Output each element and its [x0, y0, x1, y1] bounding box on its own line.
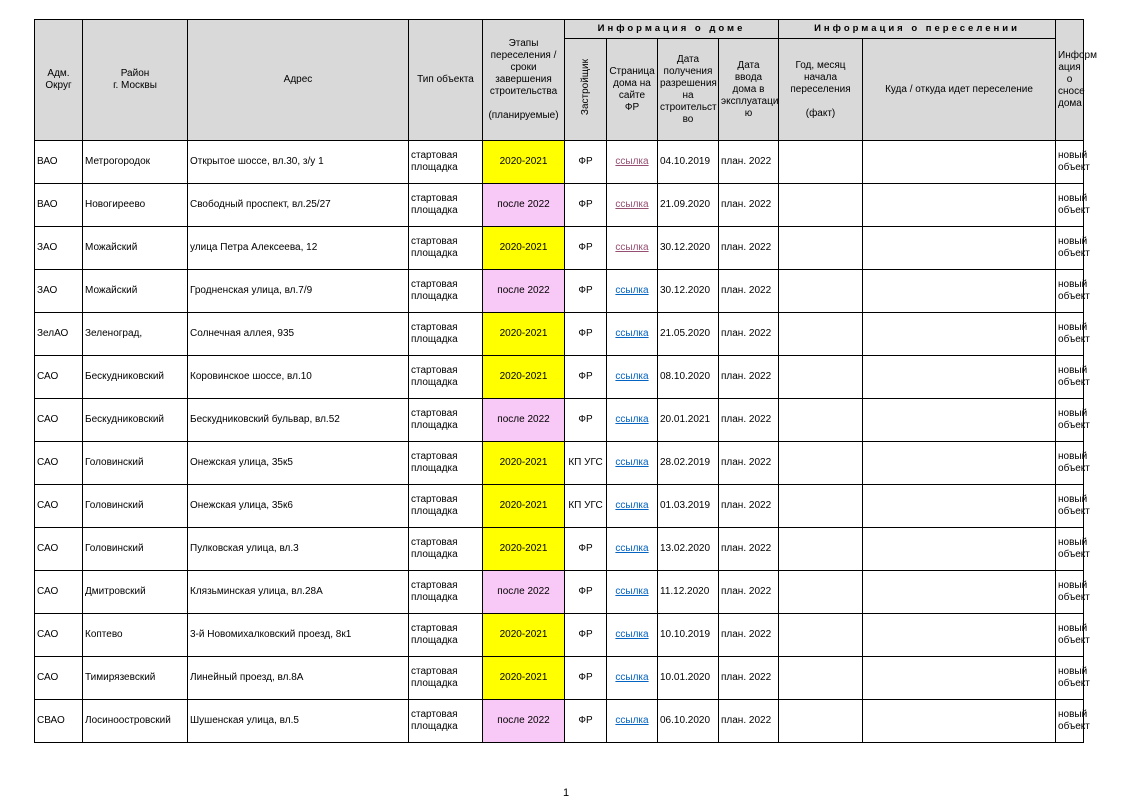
- cell-address: Онежская улица, 35к6: [188, 485, 409, 528]
- cell-rayon: Новогиреево: [83, 184, 188, 227]
- cell-address: Шушенская улица, вл.5: [188, 700, 409, 743]
- cell-type: стартовая площадка: [409, 184, 483, 227]
- cell-permit-date: 30.12.2020: [658, 227, 719, 270]
- cell-start: [779, 356, 863, 399]
- cell-address: Онежская улица, 35к5: [188, 442, 409, 485]
- table-row: [35, 528, 1084, 571]
- cell-okrug: САО: [35, 485, 83, 528]
- cell-stage: после 2022: [483, 700, 565, 743]
- cell-type: стартовая площадка: [409, 614, 483, 657]
- cell-start: [779, 270, 863, 313]
- cell-commission-date: план. 2022: [719, 270, 779, 313]
- cell-page-link: [607, 528, 658, 571]
- cell-where: [863, 442, 1056, 485]
- cell-demolition: новый объект: [1056, 356, 1084, 399]
- cell-permit-date: 20.01.2021: [658, 399, 719, 442]
- cell-type: стартовая площадка: [409, 657, 483, 700]
- cell-permit-date: 04.10.2019: [658, 141, 719, 184]
- cell-type: стартовая площадка: [409, 227, 483, 270]
- cell-okrug: ЗАО: [35, 227, 83, 270]
- cell-developer: ФР: [565, 528, 607, 571]
- cell-permit-date: 01.03.2019: [658, 485, 719, 528]
- cell-okrug: ВАО: [35, 184, 83, 227]
- page-number: 1: [562, 787, 570, 799]
- cell-start: [779, 571, 863, 614]
- cell-stage: 2020-2021: [483, 657, 565, 700]
- cell-rayon: Головинский: [83, 528, 188, 571]
- cell-demolition: новый объект: [1056, 528, 1084, 571]
- cell-stage: 2020-2021: [483, 356, 565, 399]
- cell-start: [779, 399, 863, 442]
- cell-demolition: новый объект: [1056, 442, 1084, 485]
- cell-commission-date: план. 2022: [719, 399, 779, 442]
- table-row: [35, 614, 1084, 657]
- header-okrug: Адм. Округ: [35, 20, 83, 141]
- cell-rayon: Головинский: [83, 442, 188, 485]
- table-row: [35, 270, 1084, 313]
- cell-start: [779, 528, 863, 571]
- header-developer: Застройщик: [565, 39, 607, 141]
- cell-permit-date: 21.05.2020: [658, 313, 719, 356]
- house-page-link[interactable]: ссылка: [615, 629, 649, 640]
- cell-where: [863, 657, 1056, 700]
- cell-rayon: Дмитровский: [83, 571, 188, 614]
- cell-start: [779, 657, 863, 700]
- cell-commission-date: план. 2022: [719, 485, 779, 528]
- cell-demolition: новый объект: [1056, 614, 1084, 657]
- cell-start: [779, 700, 863, 743]
- cell-developer: ФР: [565, 184, 607, 227]
- cell-start: [779, 227, 863, 270]
- cell-okrug: САО: [35, 399, 83, 442]
- cell-where: [863, 270, 1056, 313]
- house-page-link[interactable]: ссылка: [615, 543, 649, 554]
- cell-developer: ФР: [565, 571, 607, 614]
- house-page-link[interactable]: ссылка: [615, 285, 649, 296]
- cell-where: [863, 356, 1056, 399]
- cell-type: стартовая площадка: [409, 700, 483, 743]
- table-row: [35, 442, 1084, 485]
- cell-okrug: ЗАО: [35, 270, 83, 313]
- cell-where: [863, 700, 1056, 743]
- cell-where: [863, 614, 1056, 657]
- cell-demolition: новый объект: [1056, 227, 1084, 270]
- header-demolition: Информ ация о сносе дома: [1056, 20, 1084, 141]
- cell-rayon: Бескудниковский: [83, 356, 188, 399]
- cell-okrug: СВАО: [35, 700, 83, 743]
- cell-okrug: САО: [35, 442, 83, 485]
- cell-where: [863, 528, 1056, 571]
- cell-start: [779, 614, 863, 657]
- cell-developer: ФР: [565, 141, 607, 184]
- table-row: [35, 657, 1084, 700]
- cell-rayon: Коптево: [83, 614, 188, 657]
- cell-developer: ФР: [565, 657, 607, 700]
- cell-type: стартовая площадка: [409, 313, 483, 356]
- header-rayon: Район г. Москвы: [83, 20, 188, 141]
- house-page-link[interactable]: ссылка: [615, 586, 649, 597]
- cell-permit-date: 10.01.2020: [658, 657, 719, 700]
- cell-developer: ФР: [565, 227, 607, 270]
- header-page: Страница дома на сайте ФР: [607, 39, 658, 141]
- house-page-link[interactable]: ссылка: [615, 715, 649, 726]
- header-stages: Этапы переселения / сроки завершения строительства (планируемые): [483, 20, 565, 141]
- cell-stage: после 2022: [483, 399, 565, 442]
- cell-demolition: новый объект: [1056, 485, 1084, 528]
- cell-developer: КП УГС: [565, 442, 607, 485]
- cell-type: стартовая площадка: [409, 270, 483, 313]
- cell-commission-date: план. 2022: [719, 227, 779, 270]
- cell-stage: 2020-2021: [483, 442, 565, 485]
- cell-where: [863, 485, 1056, 528]
- cell-commission-date: план. 2022: [719, 528, 779, 571]
- house-page-link[interactable]: ссылка: [615, 242, 649, 253]
- table-row: [35, 227, 1084, 270]
- cell-rayon: Метрогородок: [83, 141, 188, 184]
- table-row: [35, 313, 1084, 356]
- cell-page-link: [607, 614, 658, 657]
- cell-developer: ФР: [565, 313, 607, 356]
- house-page-link[interactable]: ссылка: [615, 199, 649, 210]
- cell-okrug: САО: [35, 614, 83, 657]
- header-group-relocation: Информация о переселении: [779, 20, 1056, 39]
- house-page-link[interactable]: ссылка: [615, 457, 649, 468]
- cell-rayon: Лосиноостровский: [83, 700, 188, 743]
- cell-demolition: новый объект: [1056, 399, 1084, 442]
- cell-permit-date: 30.12.2020: [658, 270, 719, 313]
- cell-stage: после 2022: [483, 184, 565, 227]
- cell-address: Открытое шоссе, вл.30, з/у 1: [188, 141, 409, 184]
- cell-okrug: САО: [35, 528, 83, 571]
- cell-developer: КП УГС: [565, 485, 607, 528]
- cell-okrug: ВАО: [35, 141, 83, 184]
- cell-page-link: [607, 485, 658, 528]
- cell-rayon: Можайский: [83, 227, 188, 270]
- cell-start: [779, 184, 863, 227]
- cell-where: [863, 313, 1056, 356]
- cell-commission-date: план. 2022: [719, 141, 779, 184]
- cell-rayon: Зеленоград,: [83, 313, 188, 356]
- cell-where: [863, 571, 1056, 614]
- cell-stage: 2020-2021: [483, 528, 565, 571]
- house-page-link[interactable]: ссылка: [615, 371, 649, 382]
- header-start: Год, месяц начала переселения (факт): [779, 39, 863, 141]
- cell-developer: ФР: [565, 356, 607, 399]
- cell-page-link: [607, 184, 658, 227]
- header-where: Куда / откуда идет переселение: [863, 39, 1056, 141]
- house-page-link[interactable]: ссылка: [615, 500, 649, 511]
- cell-permit-date: 13.02.2020: [658, 528, 719, 571]
- cell-stage: 2020-2021: [483, 141, 565, 184]
- cell-type: стартовая площадка: [409, 399, 483, 442]
- relocation-table: [34, 19, 1097, 743]
- cell-okrug: САО: [35, 571, 83, 614]
- cell-rayon: Бескудниковский: [83, 399, 188, 442]
- cell-commission-date: план. 2022: [719, 356, 779, 399]
- cell-permit-date: 08.10.2020: [658, 356, 719, 399]
- cell-start: [779, 485, 863, 528]
- cell-where: [863, 184, 1056, 227]
- house-page-link[interactable]: ссылка: [615, 414, 649, 425]
- cell-developer: ФР: [565, 700, 607, 743]
- cell-commission-date: план. 2022: [719, 184, 779, 227]
- header-type: Тип объекта: [409, 20, 483, 141]
- cell-start: [779, 141, 863, 184]
- cell-stage: 2020-2021: [483, 227, 565, 270]
- cell-page-link: [607, 442, 658, 485]
- table-row: [35, 700, 1084, 743]
- cell-permit-date: 11.12.2020: [658, 571, 719, 614]
- house-page-link[interactable]: ссылка: [615, 672, 649, 683]
- cell-commission-date: план. 2022: [719, 313, 779, 356]
- cell-okrug: САО: [35, 657, 83, 700]
- cell-commission-date: план. 2022: [719, 571, 779, 614]
- cell-okrug: САО: [35, 356, 83, 399]
- cell-address: Солнечная аллея, 935: [188, 313, 409, 356]
- house-page-link[interactable]: ссылка: [615, 156, 649, 167]
- cell-commission-date: план. 2022: [719, 442, 779, 485]
- cell-stage: после 2022: [483, 571, 565, 614]
- table-row: [35, 141, 1084, 184]
- cell-page-link: [607, 657, 658, 700]
- cell-page-link: [607, 571, 658, 614]
- cell-stage: после 2022: [483, 270, 565, 313]
- cell-address: Клязьминская улица, вл.28А: [188, 571, 409, 614]
- cell-permit-date: 21.09.2020: [658, 184, 719, 227]
- cell-address: Гродненская улица, вл.7/9: [188, 270, 409, 313]
- cell-demolition: новый объект: [1056, 270, 1084, 313]
- cell-rayon: Тимирязевский: [83, 657, 188, 700]
- cell-type: стартовая площадка: [409, 485, 483, 528]
- cell-start: [779, 313, 863, 356]
- cell-demolition: новый объект: [1056, 184, 1084, 227]
- cell-page-link: [607, 700, 658, 743]
- table-row: [35, 571, 1084, 614]
- cell-permit-date: 28.02.2019: [658, 442, 719, 485]
- cell-rayon: Головинский: [83, 485, 188, 528]
- cell-demolition: новый объект: [1056, 700, 1084, 743]
- cell-page-link: [607, 270, 658, 313]
- cell-commission-date: план. 2022: [719, 700, 779, 743]
- cell-rayon: Можайский: [83, 270, 188, 313]
- cell-demolition: новый объект: [1056, 657, 1084, 700]
- cell-stage: 2020-2021: [483, 485, 565, 528]
- cell-address: 3-й Новомихалковский проезд, 8к1: [188, 614, 409, 657]
- cell-where: [863, 399, 1056, 442]
- cell-where: [863, 227, 1056, 270]
- cell-type: стартовая площадка: [409, 141, 483, 184]
- header-permit-date: Дата получения разрешения на строительст во: [658, 39, 719, 141]
- cell-page-link: [607, 399, 658, 442]
- cell-page-link: [607, 227, 658, 270]
- cell-type: стартовая площадка: [409, 571, 483, 614]
- cell-demolition: новый объект: [1056, 313, 1084, 356]
- cell-address: улица Петра Алексеева, 12: [188, 227, 409, 270]
- cell-type: стартовая площадка: [409, 356, 483, 399]
- cell-commission-date: план. 2022: [719, 657, 779, 700]
- house-page-link[interactable]: ссылка: [615, 328, 649, 339]
- cell-page-link: [607, 313, 658, 356]
- header-commission-date: Дата ввода дома в эксплуатаци ю: [719, 39, 779, 141]
- cell-address: Пулковская улица, вл.3: [188, 528, 409, 571]
- cell-demolition: новый объект: [1056, 141, 1084, 184]
- table-row: [35, 184, 1084, 227]
- cell-address: Коровинское шоссе, вл.10: [188, 356, 409, 399]
- cell-commission-date: план. 2022: [719, 614, 779, 657]
- cell-stage: 2020-2021: [483, 614, 565, 657]
- cell-stage: 2020-2021: [483, 313, 565, 356]
- table-row: [35, 399, 1084, 442]
- cell-demolition: новый объект: [1056, 571, 1084, 614]
- cell-start: [779, 442, 863, 485]
- cell-page-link: [607, 356, 658, 399]
- cell-permit-date: 06.10.2020: [658, 700, 719, 743]
- cell-type: стартовая площадка: [409, 442, 483, 485]
- cell-address: Свободный проспект, вл.25/27: [188, 184, 409, 227]
- table-row: [35, 356, 1084, 399]
- table-row: [35, 485, 1084, 528]
- cell-developer: ФР: [565, 614, 607, 657]
- cell-address: Линейный проезд, вл.8А: [188, 657, 409, 700]
- cell-where: [863, 141, 1056, 184]
- cell-developer: ФР: [565, 399, 607, 442]
- header-group-house: Информация о доме: [565, 20, 779, 39]
- cell-type: стартовая площадка: [409, 528, 483, 571]
- cell-page-link: [607, 141, 658, 184]
- cell-okrug: ЗелАО: [35, 313, 83, 356]
- cell-address: Бескудниковский бульвар, вл.52: [188, 399, 409, 442]
- header-address: Адрес: [188, 20, 409, 141]
- cell-permit-date: 10.10.2019: [658, 614, 719, 657]
- cell-developer: ФР: [565, 270, 607, 313]
